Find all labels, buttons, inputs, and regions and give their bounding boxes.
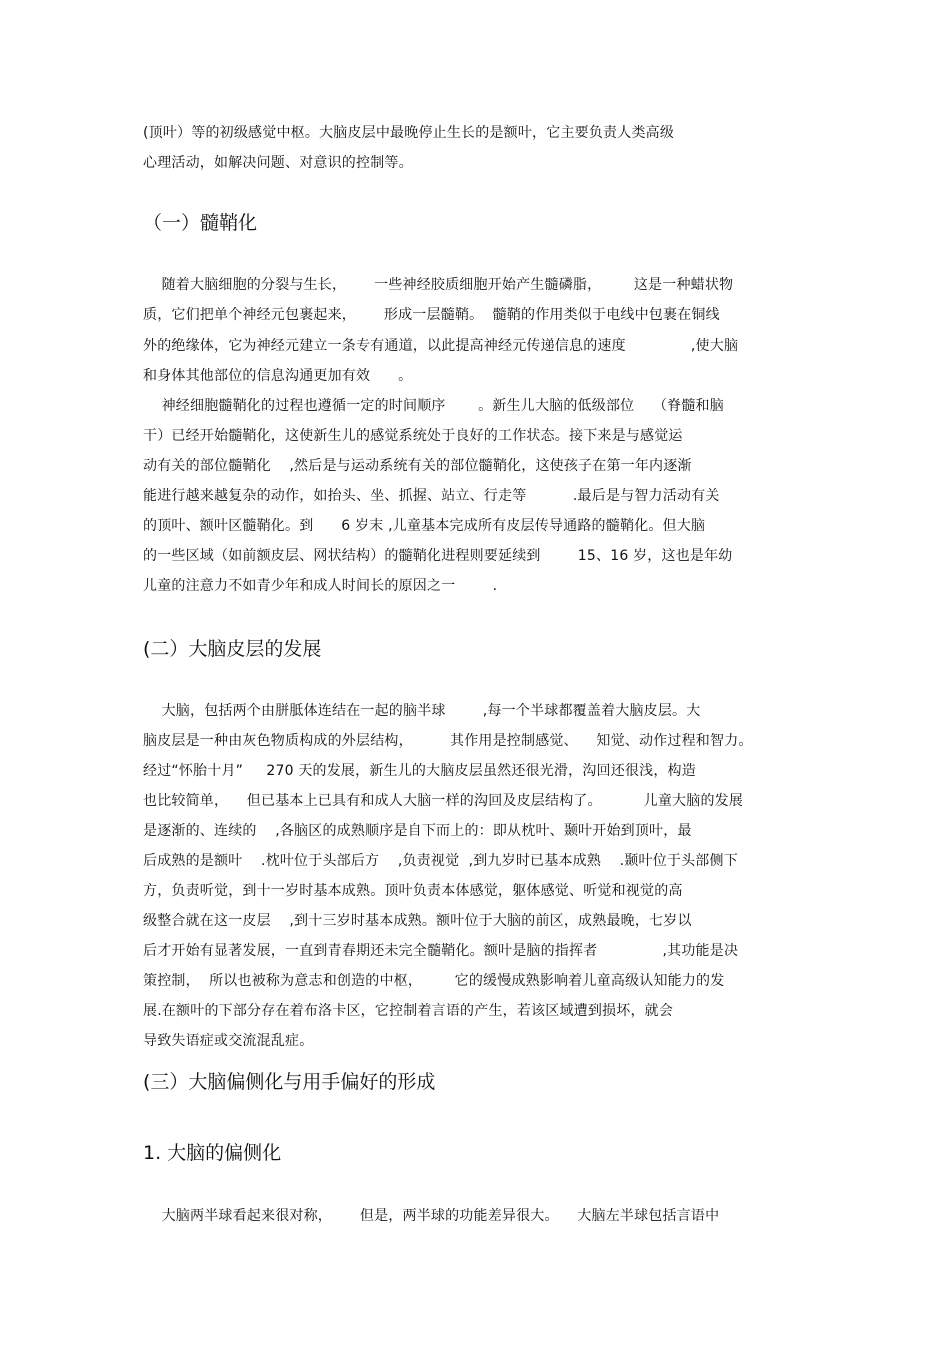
- paragraph-line: 展.在额叶的下部分存在着布洛卡区，它控制着言语的产生，若该区域遭到损坏，就会: [143, 1003, 674, 1019]
- section-heading-cortex-development: (二）大脑皮层的发展: [143, 638, 322, 660]
- paragraph-line: 后才开始有显著发展，一直到青春期还未完全髓鞘化。额叶是脑的指挥者 ,其功能是决: [143, 943, 739, 959]
- paragraph-line: 儿童的注意力不如青少年和成人时间长的原因之一 .: [143, 578, 498, 594]
- paragraph-line: 干）已经开始髓鞘化，这使新生儿的感觉系统处于良好的工作状态。接下来是与感觉运: [143, 428, 683, 444]
- paragraph-line: 后成熟的是额叶 .枕叶位于头部后方 ,负责视觉 ,到九岁时已基本成熟 .颞叶位于头部侧下: [143, 853, 738, 869]
- paragraph-line: 能进行越来越复杂的动作，如抬头、坐、抓握、站立、行走等 .最后是与智力活动有关: [143, 488, 720, 504]
- paragraph-line: 神经细胞髓鞘化的过程也遵循一定的时间顺序 。新生儿大脑的低级部位 （脊髓和脑: [143, 398, 724, 414]
- paragraph-line: 外的绝缘体，它为神经元建立一条专有通道，以此提高神经元传递信息的速度 ,使大脑: [143, 338, 739, 354]
- subsection-heading-brain-lateralization: 1. 大脑的偏侧化: [143, 1142, 282, 1164]
- paragraph-line: 级整合就在这一皮层 ,到十三岁时基本成熟。额叶位于大脑的前区，成熟最晚，七岁以: [143, 913, 692, 929]
- paragraph-line: 导致失语症或交流混乱症。: [143, 1033, 314, 1049]
- paragraph-line: 和身体其他部位的信息沟通更加有效 。: [143, 368, 413, 384]
- section-heading-lateralization: (三）大脑偏侧化与用手偏好的形成: [143, 1071, 436, 1093]
- paragraph-line: 的一些区域（如前额皮层、网状结构）的髓鞘化进程则要延续到 15、16 岁，这也是年幼: [143, 548, 733, 564]
- paragraph-line: 脑皮层是一种由灰色物质构成的外层结构， 其作用是控制感觉、 知觉、动作过程和智力。: [143, 733, 753, 749]
- paragraph-line: 经过“怀胎十月” 270 天的发展，新生儿的大脑皮层虽然还很光滑，沟回还很浅，构造: [143, 763, 696, 779]
- paragraph-line: 大脑，包括两个由胼胝体连结在一起的脑半球 ,每一个半球都覆盖着大脑皮层。大: [143, 703, 701, 719]
- paragraph-line: 质，它们把单个神经元包裹起来， 形成一层髓鞘。 髓鞘的作用类似于电线中包裹在铜线: [143, 307, 720, 323]
- paragraph-line: 也比较简单， 但已基本上已具有和成人大脑一样的沟回及皮层结构了。 儿童大脑的发展: [143, 793, 744, 809]
- paragraph-line: 策控制， 所以也被称为意志和创造的中枢， 它的缓慢成熟影响着儿童高级认知能力的发: [143, 973, 725, 989]
- paragraph-line: 的顶叶、额叶区髓鞘化。到 6 岁末 ,儿童基本完成所有皮层传导通路的髓鞘化。但大脑: [143, 518, 706, 534]
- paragraph-line: 随着大脑细胞的分裂与生长， 一些神经胶质细胞开始产生髓磷脂， 这是一种蜡状物: [143, 277, 734, 293]
- paragraph-line: 是逐渐的、连续的 ,各脑区的成熟顺序是自下而上的：即从枕叶、颞叶开始到顶叶，最: [143, 823, 692, 839]
- paragraph-line: (顶叶）等的初级感觉中枢。大脑皮层中最晚停止生长的是额叶，它主要负责人类高级: [143, 125, 675, 141]
- paragraph-line: 心理活动，如解决问题、对意识的控制等。: [143, 155, 413, 171]
- paragraph-line: 大脑两半球看起来很对称， 但是，两半球的功能差异很大。 大脑左半球包括言语中: [143, 1208, 720, 1224]
- paragraph-line: 动有关的部位髓鞘化 ,然后是与运动系统有关的部位髓鞘化，这使孩子在第一年内逐渐: [143, 458, 692, 474]
- paragraph-line: 方，负责听觉，到十一岁时基本成熟。顶叶负责本体感觉，躯体感觉、听觉和视觉的高: [143, 883, 683, 899]
- section-heading-myelination: （一）髓鞘化: [143, 212, 258, 234]
